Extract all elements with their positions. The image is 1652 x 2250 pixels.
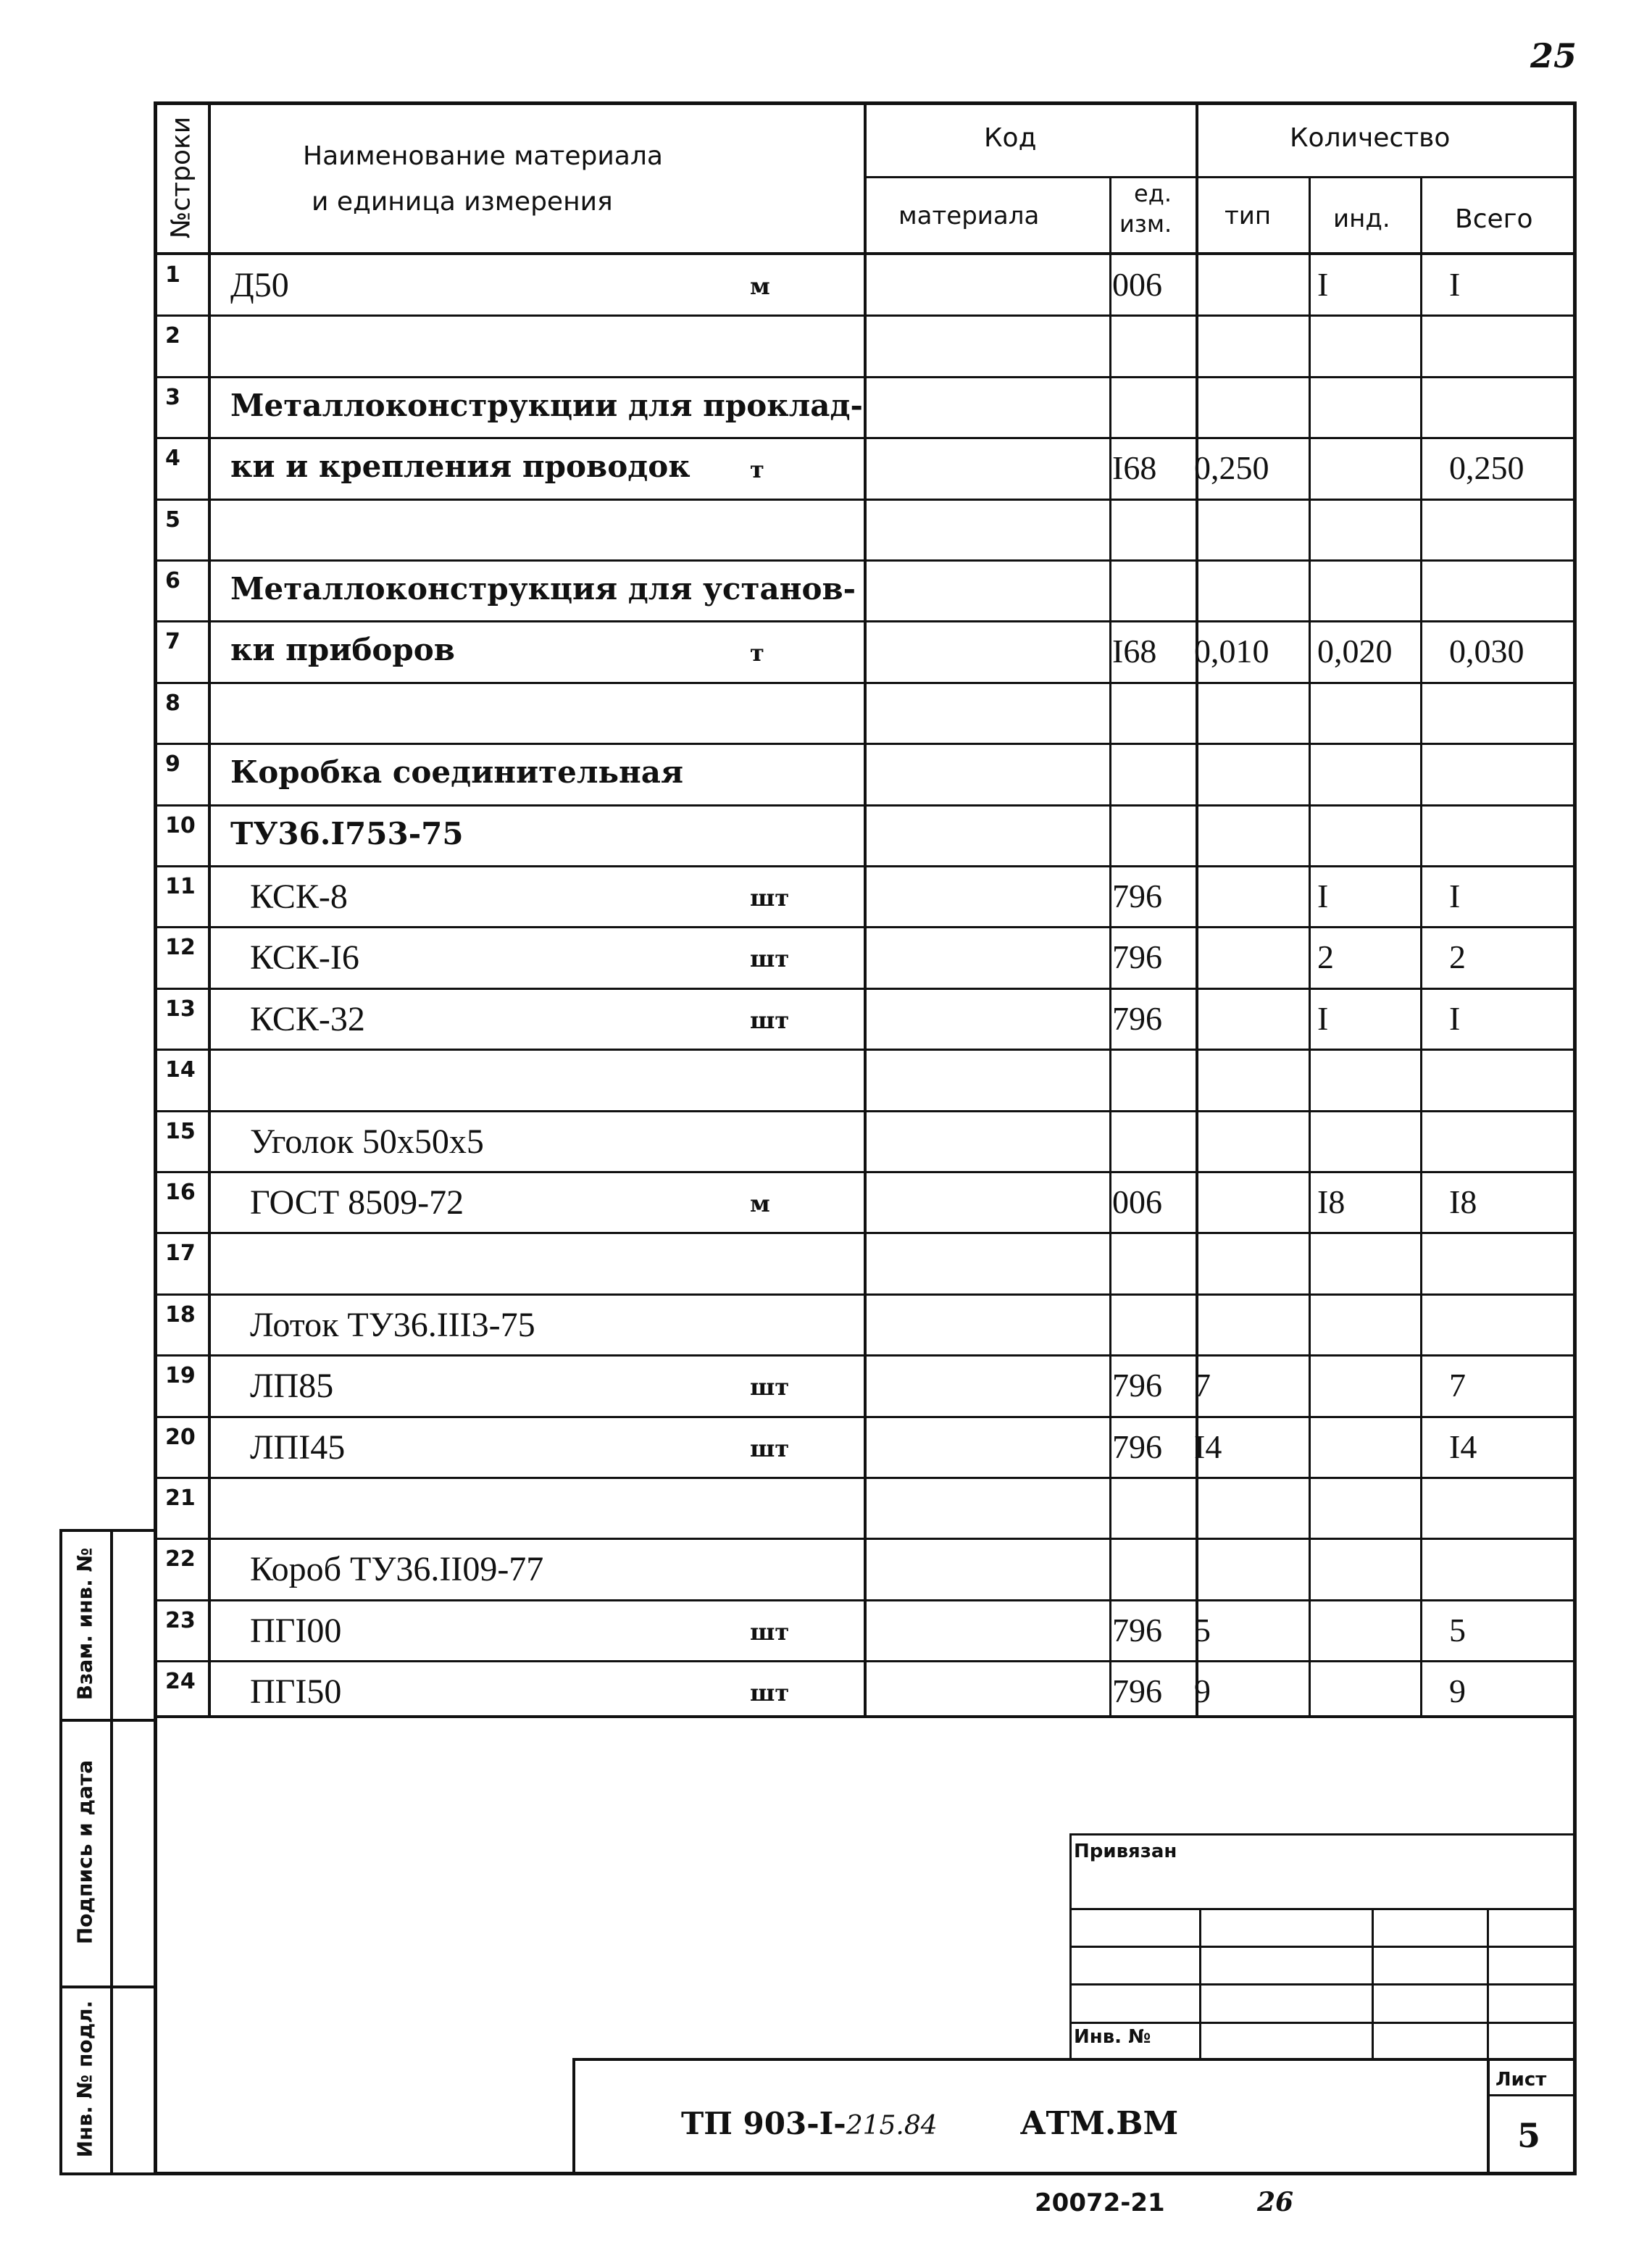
row-number: 12 — [165, 935, 196, 960]
row-number: 17 — [165, 1241, 196, 1266]
header-row-no: №строки — [166, 116, 196, 239]
unit-code: 796 — [1112, 1672, 1162, 1709]
designation-hand: 215.84 — [846, 2111, 938, 2141]
label-privyazan: Привязан — [1074, 1841, 1177, 1862]
row-number: 10 — [165, 813, 196, 838]
page-number: 25 — [1530, 36, 1577, 75]
unit-label: шт — [750, 945, 790, 972]
privyazan-col3 — [1487, 1908, 1489, 2059]
material-name: КСК-I6 — [250, 938, 359, 977]
header-name-line2: и единица измерения — [312, 187, 613, 217]
row-number: 2 — [165, 323, 180, 349]
row-number: 19 — [165, 1363, 196, 1388]
material-name: ГОСТ 8509-72 — [250, 1183, 464, 1222]
unit-code: 796 — [1112, 1428, 1162, 1465]
margin-stamp-mid — [110, 1529, 113, 2175]
privyazan-top — [1069, 1833, 1577, 1836]
page-number-alt: 26 — [1257, 2187, 1294, 2217]
row-line — [154, 1110, 1577, 1112]
unit-code: I68 — [1112, 449, 1157, 486]
header-bottom-line — [154, 252, 1577, 255]
row-line — [154, 1049, 1577, 1051]
unit-code: 006 — [1112, 1183, 1162, 1220]
row-line — [154, 988, 1577, 990]
qty-total: I8 — [1449, 1183, 1477, 1220]
row-number: 4 — [165, 446, 180, 471]
qty-ind: 2 — [1317, 938, 1334, 975]
material-name: Коробка соединительная — [230, 754, 683, 790]
row-number: 8 — [165, 691, 180, 716]
row-number: 9 — [165, 751, 180, 777]
row-line — [154, 437, 1577, 439]
unit-code: 796 — [1112, 878, 1162, 914]
header-typ: тип — [1225, 201, 1272, 230]
row-line — [154, 1599, 1577, 1601]
row-line — [154, 559, 1577, 562]
material-name: Д50 — [230, 266, 289, 304]
stamp-top — [572, 2058, 1577, 2061]
row-line — [154, 865, 1577, 867]
unit-label: т — [750, 639, 764, 667]
unit-code: 796 — [1112, 938, 1162, 975]
row-line — [154, 926, 1577, 928]
qty-typ: 7 — [1194, 1367, 1211, 1404]
margin-stamp-top — [59, 1529, 154, 1532]
header-unit-line1: ед. — [1134, 180, 1172, 207]
unit-label: шт — [750, 884, 790, 912]
row-line — [154, 620, 1577, 622]
col-line-unit — [1196, 101, 1198, 1717]
col-line-rowno — [208, 101, 211, 1717]
material-name: ПГI50 — [250, 1672, 342, 1711]
row-number: 14 — [165, 1057, 196, 1083]
privyazan-line1 — [1069, 1908, 1577, 1910]
material-name: КСК-8 — [250, 878, 348, 916]
row-line — [154, 1538, 1577, 1540]
header-code: Код — [984, 123, 1037, 153]
unit-label: м — [750, 272, 770, 300]
privyazan-col1 — [1199, 1908, 1201, 2059]
header-quantity: Количество — [1290, 123, 1451, 153]
unit-code: 006 — [1112, 266, 1162, 303]
row-number: 23 — [165, 1608, 196, 1633]
qty-typ: 9 — [1194, 1672, 1211, 1709]
qty-total: 0,250 — [1449, 449, 1524, 486]
row-line — [154, 376, 1577, 378]
qty-total: 9 — [1449, 1672, 1466, 1709]
row-number: 16 — [165, 1180, 196, 1205]
qty-total: 2 — [1449, 938, 1466, 975]
material-name: Металлоконструкции для проклад- — [230, 388, 863, 423]
qty-total: I — [1449, 266, 1461, 303]
row-number: 11 — [165, 874, 196, 899]
margin-stamp-sep2 — [59, 1986, 154, 1988]
row-number: 21 — [165, 1486, 196, 1511]
label-vzam-inv: Взам. инв. № — [72, 1547, 97, 1701]
row-line — [154, 804, 1577, 807]
unit-label: шт — [750, 1373, 790, 1401]
header-total: Всего — [1455, 204, 1533, 234]
qty-total: I — [1449, 1000, 1461, 1037]
order-number: 20072-21 — [1035, 2188, 1165, 2217]
unit-code: 796 — [1112, 1612, 1162, 1649]
stamp-sheet-divider — [1487, 2058, 1490, 2175]
qty-total: I4 — [1449, 1428, 1477, 1465]
privyazan-col2 — [1372, 1908, 1374, 2059]
unit-label: т — [750, 456, 764, 483]
privyazan-line2 — [1069, 1946, 1577, 1948]
qty-total: 0,030 — [1449, 633, 1524, 670]
unit-label: м — [750, 1190, 770, 1217]
label-podpis-data: Подпись и дата — [72, 1759, 97, 1945]
qty-ind: I8 — [1317, 1183, 1346, 1220]
row-line — [154, 1660, 1577, 1662]
unit-label: шт — [750, 1435, 790, 1462]
col-line-material — [1109, 176, 1111, 1717]
qty-typ: I4 — [1194, 1428, 1222, 1465]
header-unit-line2: изм. — [1119, 210, 1172, 238]
header-ind: инд. — [1333, 204, 1390, 233]
row-number: 6 — [165, 568, 180, 593]
row-number: 22 — [165, 1546, 196, 1572]
material-name: Лоток ТУ36.III3-75 — [250, 1306, 535, 1344]
material-name: ПГI00 — [250, 1612, 342, 1650]
header-material: материала — [898, 201, 1040, 230]
margin-stamp-sep1 — [59, 1719, 154, 1722]
qty-typ: 5 — [1194, 1612, 1211, 1649]
qty-total: I — [1449, 878, 1461, 914]
designation-prefix: ТП 903-I- — [681, 2106, 846, 2141]
material-name: Уголок 50х50х5 — [250, 1122, 484, 1161]
row-number: 18 — [165, 1302, 196, 1328]
qty-ind: I — [1317, 1000, 1329, 1037]
material-name: ки приборов — [230, 632, 455, 667]
qty-total: 5 — [1449, 1612, 1466, 1649]
margin-stamp-left — [59, 1529, 62, 2175]
unit-label: шт — [750, 1007, 790, 1034]
col-line-ind — [1420, 176, 1422, 1717]
row-line — [154, 743, 1577, 745]
row-number: 20 — [165, 1425, 196, 1450]
row-line — [154, 1171, 1577, 1173]
unit-code: 796 — [1112, 1367, 1162, 1404]
label-sheet: Лист — [1495, 2069, 1547, 2091]
table-bottom-line — [154, 1715, 1577, 1718]
row-number: 13 — [165, 996, 196, 1022]
qty-typ: 0,010 — [1194, 633, 1269, 670]
row-line — [154, 499, 1577, 501]
qty-typ: 0,250 — [1194, 449, 1269, 486]
row-number: 5 — [165, 507, 180, 533]
row-line — [154, 314, 1577, 317]
row-line — [154, 1477, 1577, 1479]
row-line — [154, 1354, 1577, 1357]
material-name: ТУ36.I753-75 — [230, 816, 464, 851]
designation-suffix: АТМ.ВМ — [1019, 2105, 1179, 2142]
row-number: 3 — [165, 385, 180, 410]
stamp-left — [572, 2058, 575, 2175]
header-mid-line — [864, 176, 1577, 178]
material-name: ЛПI45 — [250, 1428, 346, 1467]
qty-ind: 0,020 — [1317, 633, 1393, 670]
label-inv-no: Инв. № — [1074, 2026, 1151, 2048]
sheet-number: 5 — [1517, 2116, 1541, 2155]
col-line-name — [864, 101, 867, 1717]
material-name: Металлоконструкция для установ- — [230, 571, 856, 607]
unit-code: I68 — [1112, 633, 1157, 670]
material-name: Короб ТУ36.II09-77 — [250, 1550, 544, 1588]
row-line — [154, 682, 1577, 684]
material-name: ки и крепления проводок — [230, 449, 691, 484]
row-line — [154, 1416, 1577, 1418]
qty-ind: I — [1317, 266, 1329, 303]
row-number: 7 — [165, 629, 180, 654]
privyazan-line3 — [1069, 1983, 1577, 1986]
material-name: ЛП85 — [250, 1367, 334, 1405]
privyazan-line4 — [1069, 2022, 1577, 2024]
row-number: 24 — [165, 1669, 196, 1694]
row-line — [154, 1293, 1577, 1296]
stamp-sheet-label-line — [1487, 2094, 1577, 2096]
margin-stamp-bottom — [59, 2172, 154, 2175]
unit-label: шт — [750, 1618, 790, 1646]
material-name: КСК-32 — [250, 1000, 365, 1038]
row-number: 15 — [165, 1119, 196, 1144]
label-inv-podl: Инв. № подл. — [72, 2000, 97, 2158]
row-number: 1 — [165, 262, 180, 288]
unit-code: 796 — [1112, 1000, 1162, 1037]
qty-total: 7 — [1449, 1367, 1466, 1404]
row-line — [154, 1232, 1577, 1234]
header-name-line1: Наименование материала — [303, 141, 663, 171]
designation — [681, 2105, 1178, 2142]
qty-ind: I — [1317, 878, 1329, 914]
col-line-typ — [1309, 176, 1311, 1717]
unit-label: шт — [750, 1679, 790, 1707]
